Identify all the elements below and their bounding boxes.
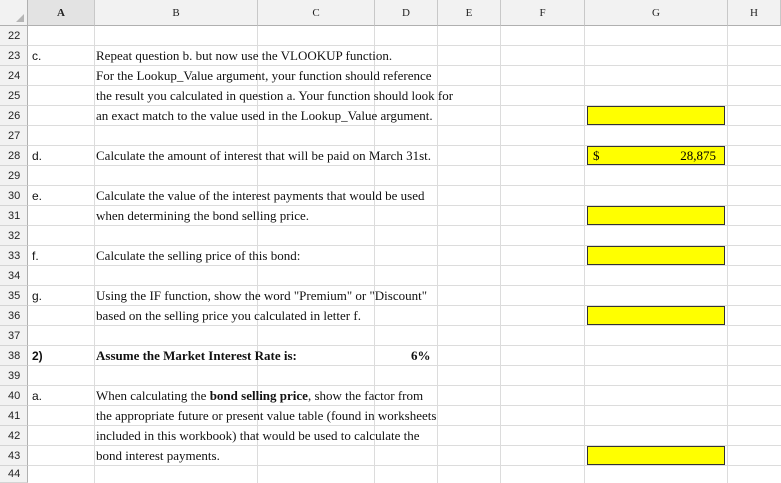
question-text[interactable]: included in this workbook) that would be used to calculate the: [96, 428, 420, 443]
row-header[interactable]: 44: [0, 466, 28, 483]
answer-cell-d[interactable]: [587, 146, 725, 165]
row-header[interactable]: 39: [0, 366, 28, 386]
gridline: [500, 26, 501, 483]
question-label-d[interactable]: d.: [32, 149, 43, 163]
question-text[interactable]: bond interest payments.: [96, 448, 220, 463]
select-all-corner[interactable]: [0, 0, 28, 26]
row-header[interactable]: 25: [0, 86, 28, 106]
answer-cell-g[interactable]: [587, 306, 725, 325]
question-text[interactable]: For the Lookup_Value argument, your function should reference: [96, 68, 432, 83]
column-header-g[interactable]: G: [585, 0, 728, 26]
row-header[interactable]: 42: [0, 426, 28, 446]
column-header-e[interactable]: E: [438, 0, 501, 26]
row-header[interactable]: 28: [0, 146, 28, 166]
question-text-bold: bond selling price: [209, 388, 308, 403]
question-text[interactable]: when determining the bond selling price.: [96, 208, 310, 223]
answer-cell-c[interactable]: [587, 106, 725, 125]
row-header[interactable]: 26: [0, 106, 28, 126]
question-text[interactable]: Calculate the selling price of this bond:: [96, 248, 301, 263]
question-label-a[interactable]: a.: [32, 389, 43, 403]
question-text[interactable]: Calculate the value of the interest payments that would be used: [96, 188, 425, 203]
gridline: [584, 26, 585, 483]
row-header[interactable]: 38: [0, 346, 28, 366]
question-text[interactable]: the result you calculated in question a. Your function should look for: [96, 88, 454, 103]
row-header[interactable]: 40: [0, 386, 28, 406]
row-header[interactable]: 22: [0, 26, 28, 46]
interest-amount: 28,875: [680, 148, 716, 163]
question-text[interactable]: Calculate the amount of interest that will be paid on March 31st.: [96, 148, 432, 163]
row-header[interactable]: 41: [0, 406, 28, 426]
market-rate-value[interactable]: 6%: [411, 348, 431, 363]
row-header[interactable]: 31: [0, 206, 28, 226]
column-header-h[interactable]: H: [728, 0, 781, 26]
row-header[interactable]: 43: [0, 446, 28, 466]
question-label-c[interactable]: c.: [32, 49, 42, 63]
column-header-c[interactable]: C: [258, 0, 375, 26]
answer-cell-e[interactable]: [587, 206, 725, 225]
row-header[interactable]: 30: [0, 186, 28, 206]
row-header[interactable]: 29: [0, 166, 28, 186]
answer-cell-a[interactable]: [587, 446, 725, 465]
question-label-g[interactable]: g.: [32, 289, 43, 303]
column-header-b[interactable]: B: [95, 0, 258, 26]
select-all-triangle-icon: [16, 14, 24, 22]
gridline: [94, 26, 95, 483]
gridline: [727, 26, 728, 483]
column-header-a[interactable]: A: [28, 0, 95, 26]
row-header[interactable]: 24: [0, 66, 28, 86]
question-text-part: , show the factor from: [307, 388, 424, 403]
question-text[interactable]: Using the IF function, show the word "Premium" or "Discount": [96, 288, 428, 303]
question-text[interactable]: an exact match to the value used in the Lookup_Value argument.: [96, 108, 433, 123]
section-label-2[interactable]: 2): [32, 349, 43, 363]
row-header[interactable]: 27: [0, 126, 28, 146]
answer-cell-f[interactable]: [587, 246, 725, 265]
row-header[interactable]: 23: [0, 46, 28, 66]
question-text[interactable]: based on the selling price you calculated in letter f.: [96, 308, 361, 323]
row-header[interactable]: 32: [0, 226, 28, 246]
column-header-d[interactable]: D: [375, 0, 438, 26]
column-header-f[interactable]: F: [501, 0, 585, 26]
question-text[interactable]: Repeat question b. but now use the VLOOKUP function.: [96, 48, 393, 63]
market-rate-label[interactable]: Assume the Market Interest Rate is:: [96, 348, 297, 363]
row-header[interactable]: 34: [0, 266, 28, 286]
row-header[interactable]: 35: [0, 286, 28, 306]
row-header[interactable]: 37: [0, 326, 28, 346]
question-text[interactable]: [96, 386, 423, 406]
currency-symbol: $: [593, 148, 600, 163]
question-text-part: When calculating the: [96, 388, 210, 403]
row-header[interactable]: 33: [0, 246, 28, 266]
question-label-e[interactable]: e.: [32, 189, 43, 203]
row-header[interactable]: 36: [0, 306, 28, 326]
question-label-f[interactable]: f.: [32, 249, 39, 263]
question-text[interactable]: the appropriate future or present value table (found in worksheets: [96, 408, 437, 423]
